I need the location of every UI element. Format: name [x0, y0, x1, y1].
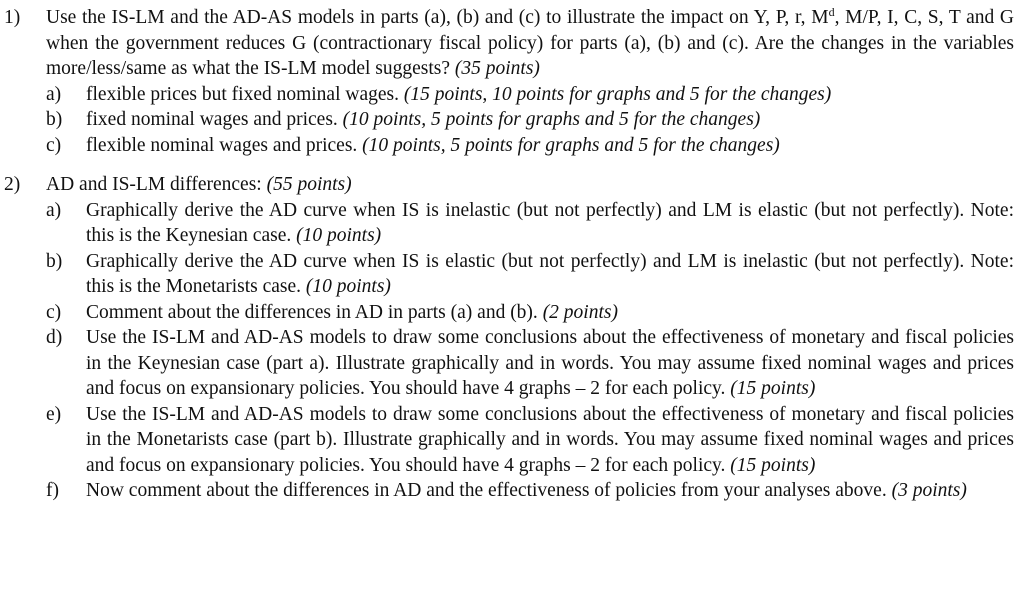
- part-points: (10 points, 5 points for graphs and 5 for the changes): [362, 134, 780, 156]
- question-number: 2): [4, 174, 21, 195]
- part-text: Graphically derive the AD curve when IS is inelastic (but not perfectly) and LM is elastic (but not perfectly). Note: this is the Keynesian case.: [86, 199, 1014, 246]
- part-label: a): [46, 83, 62, 105]
- superscript-d: d: [828, 5, 835, 19]
- part-text: Now comment about the differences in AD and the effectiveness of policies from your analyses above.: [86, 480, 887, 501]
- part-1c: [46, 133, 1014, 159]
- part-label: c): [46, 301, 62, 323]
- part-points: (10 points): [296, 225, 382, 246]
- part-2e: [46, 402, 1014, 479]
- part-text: Use the IS-LM and AD-AS models to draw some conclusions about the effectiveness of monetary and fiscal policies in the Monetarists case (part b). Illustrate graphically and in words. You may assume fixed nominal wages and prices and focus on expansionary policies. You should have 4 graphs – 2 for each policy.: [86, 403, 1014, 476]
- part-points: (2 points): [542, 301, 618, 323]
- part-label: b): [46, 250, 63, 272]
- part-text: Graphically derive the AD curve when IS is elastic (but not perfectly) and LM is inelastic (but not perfectly). Note: this is the Monetarists case.: [86, 250, 1014, 297]
- question-parts: [46, 82, 1014, 159]
- question-points: (35 points): [454, 58, 540, 79]
- part-label: f): [46, 480, 59, 501]
- part-label: e): [46, 403, 62, 425]
- question-points: (55 points): [266, 174, 352, 195]
- part-2f: [46, 478, 1014, 504]
- part-label: b): [46, 109, 63, 130]
- part-text: flexible nominal wages and prices.: [86, 134, 358, 156]
- question-text-part: Use the IS-LM and the AD-AS models in parts (a), (b) and (c) to illustrate the impact on Y, P, r, M: [46, 7, 829, 28]
- part-points: (10 points, 5 points for graphs and 5 for the changes): [342, 109, 761, 130]
- question-text: [46, 5, 1014, 82]
- part-points: (15 points, 10 points for graphs and 5 for the changes): [403, 83, 832, 105]
- part-label: c): [46, 134, 62, 156]
- part-text: Comment about the differences in AD in parts (a) and (b).: [86, 301, 538, 323]
- part-2d: [46, 325, 1014, 402]
- part-1b: [46, 107, 1014, 133]
- part-2c: [46, 300, 1014, 326]
- question-parts: [46, 198, 1014, 504]
- question-text-part: , M/P, I, C, S, T and G when the government reduces G (contractionary fiscal policy) for parts (a), (b) and (c). Are the changes in the variables more/less/same as what the IS-LM model suggests?: [46, 7, 1014, 79]
- part-points: (10 points): [305, 276, 391, 297]
- part-points: (15 points): [730, 454, 816, 476]
- part-1a: [46, 82, 1014, 108]
- part-text: Use the IS-LM and AD-AS models to draw some conclusions about the effectiveness of monetary and fiscal policies in the Keynesian case (part a). Illustrate graphically and in words. You may assume fixed nominal wages and prices and focus on expansionary policies. You should have 4 graphs – 2 for each policy.: [86, 327, 1014, 399]
- part-points: (3 points): [891, 480, 967, 501]
- question-number: 1): [4, 7, 21, 28]
- part-text: flexible prices but fixed nominal wages.: [86, 83, 399, 105]
- part-2b: [46, 249, 1014, 300]
- question-text: [46, 172, 1014, 198]
- question-1: [4, 5, 1014, 158]
- part-label: d): [46, 327, 63, 348]
- part-label: a): [46, 199, 62, 221]
- question-2: [4, 172, 1014, 504]
- part-2a: [46, 198, 1014, 249]
- question-text-part: AD and IS-LM differences:: [46, 174, 262, 195]
- part-points: (15 points): [730, 378, 816, 399]
- part-text: fixed nominal wages and prices.: [86, 109, 338, 130]
